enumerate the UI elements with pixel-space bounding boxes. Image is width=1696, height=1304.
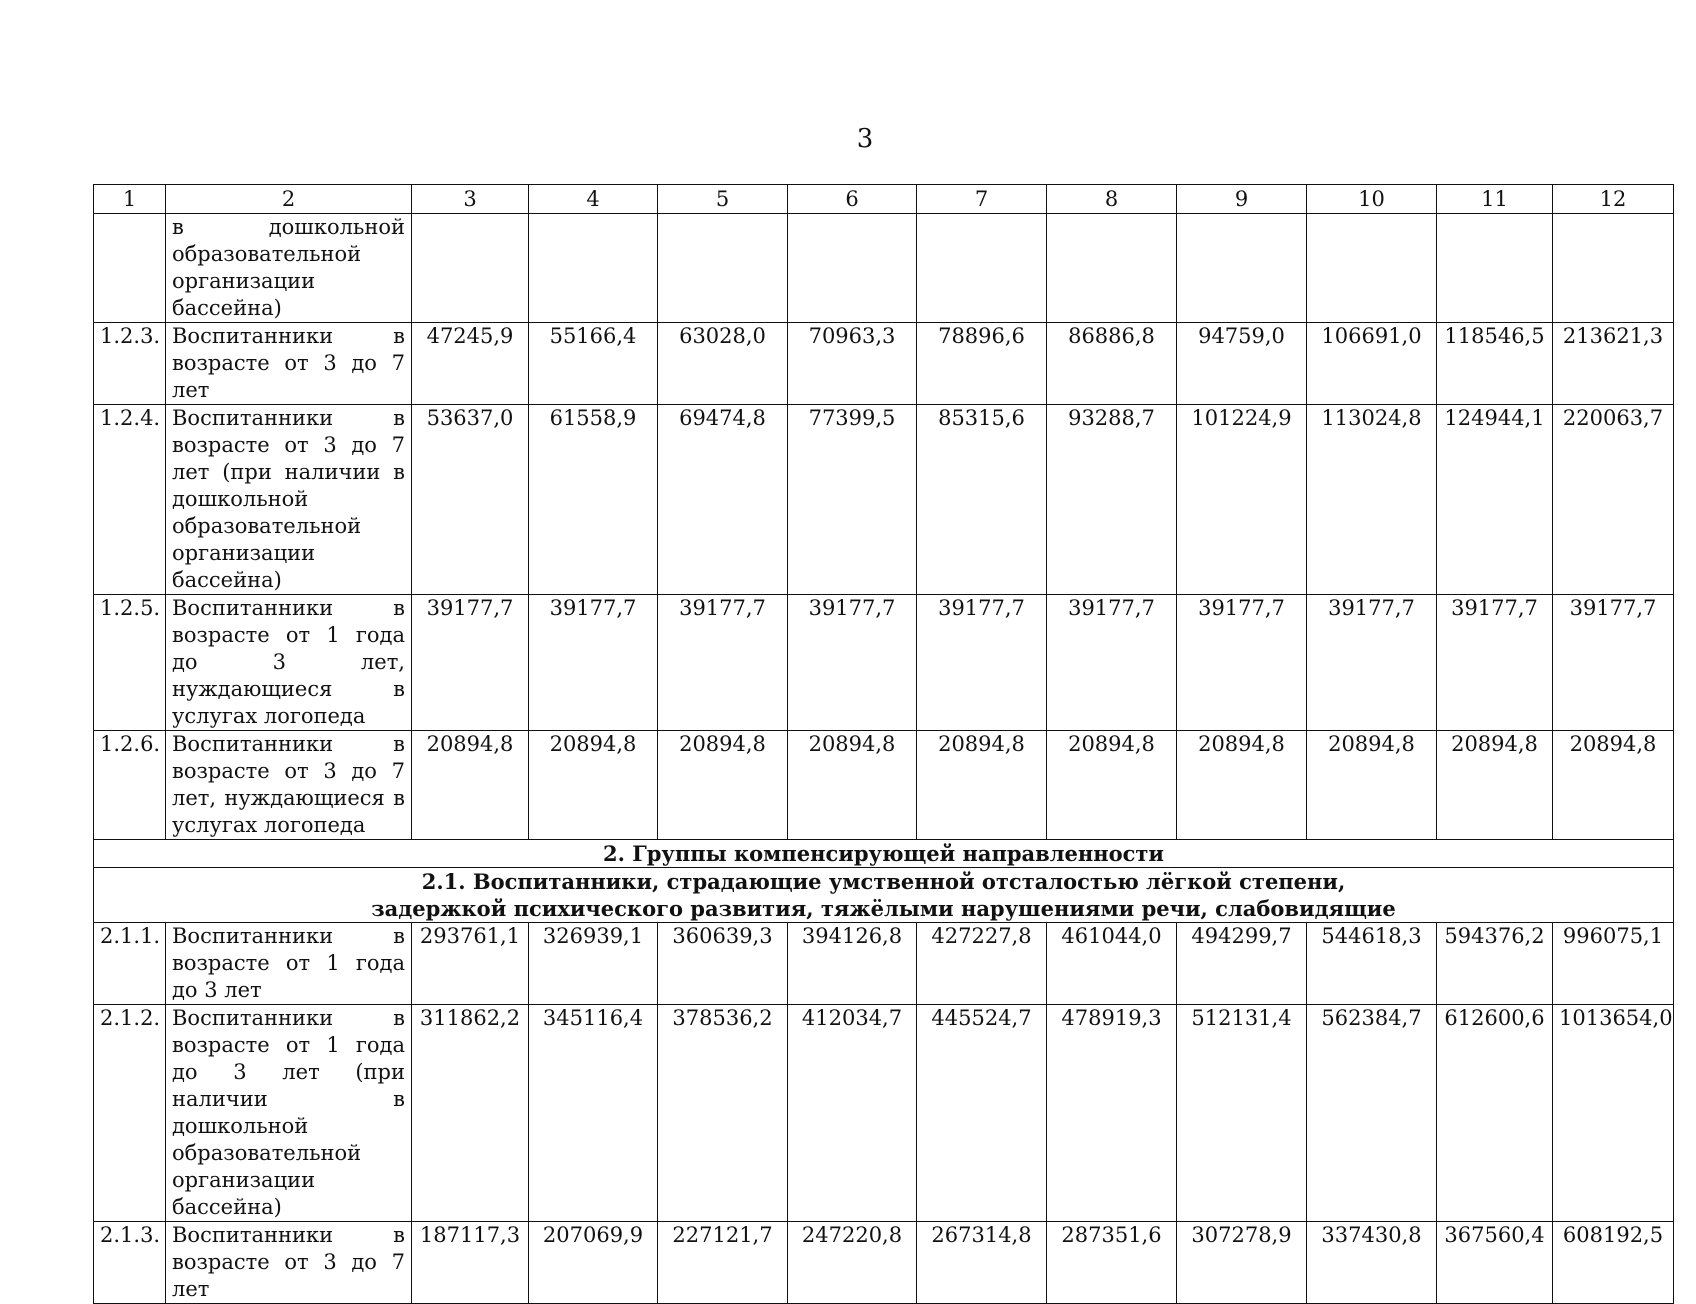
value-cell: 512131,4 [1177, 1005, 1307, 1222]
value-cell: 326939,1 [529, 923, 658, 1005]
value-cell: 39177,7 [1047, 595, 1177, 731]
value-cell: 461044,0 [1047, 923, 1177, 1005]
value-cell: 394126,8 [788, 923, 917, 1005]
table-row [94, 731, 1674, 840]
value-cell: 77399,5 [788, 405, 917, 595]
value-cell: 1013654,0 [1553, 1005, 1674, 1222]
value-cell: 412034,7 [788, 1005, 917, 1222]
value-cell: 20894,8 [1047, 731, 1177, 840]
value-cell: 78896,6 [917, 323, 1047, 405]
value-cell: 367560,4 [1437, 1222, 1553, 1304]
value-cell: 20894,8 [658, 731, 788, 840]
value-cell: 106691,0 [1307, 323, 1437, 405]
row-description: Воспитанники в возрасте от 3 до 7 лет, нуждающиеся в услугах логопеда [166, 731, 412, 840]
value-cell: 69474,8 [658, 405, 788, 595]
table-row [94, 323, 1674, 405]
value-cell: 293761,1 [412, 923, 529, 1005]
row-number: 2.1.2. [94, 1005, 166, 1222]
subsection-heading-line: задержкой психического развития, тяжёлыми нарушениями речи, слабовидящие [371, 896, 1396, 921]
continuation-row [94, 214, 1674, 323]
value-cell: 53637,0 [412, 405, 529, 595]
table-row [94, 405, 1674, 595]
value-cell: 612600,6 [1437, 1005, 1553, 1222]
row-description: Воспитанники в возрасте от 1 года до 3 лет [166, 923, 412, 1005]
column-header: 7 [917, 185, 1047, 214]
subsection-heading-line: 2.1. Воспитанники, страдающие умственной отсталостью лёгкой степени, [421, 869, 1346, 894]
value-cell: 996075,1 [1553, 923, 1674, 1005]
value-cell: 311862,2 [412, 1005, 529, 1222]
value-cell: 20894,8 [788, 731, 917, 840]
tariff-table [93, 184, 1674, 1304]
value-cell: 39177,7 [412, 595, 529, 731]
column-header: 3 [412, 185, 529, 214]
column-header: 11 [1437, 185, 1553, 214]
row-number: 1.2.5. [94, 595, 166, 731]
subsection-heading [94, 868, 1674, 923]
value-cell: 594376,2 [1437, 923, 1553, 1005]
value-cell: 124944,1 [1437, 405, 1553, 595]
header-row [94, 185, 1674, 214]
row-number: 1.2.3. [94, 323, 166, 405]
table-row [94, 1005, 1674, 1222]
value-cell: 20894,8 [1177, 731, 1307, 840]
value-cell: 85315,6 [917, 405, 1047, 595]
value-cell: 187117,3 [412, 1222, 529, 1304]
row-description: Воспитанники в возрасте от 1 года до 3 лет (при наличии в дошкольной образовательной организации бассейна) [166, 1005, 412, 1222]
value-cell: 113024,8 [1307, 405, 1437, 595]
value-cell: 478919,3 [1047, 1005, 1177, 1222]
value-cell: 307278,9 [1177, 1222, 1307, 1304]
value-cell: 227121,7 [658, 1222, 788, 1304]
section-row [94, 840, 1674, 868]
value-cell: 39177,7 [529, 595, 658, 731]
value-cell: 20894,8 [412, 731, 529, 840]
value-cell: 20894,8 [1437, 731, 1553, 840]
value-cell: 55166,4 [529, 323, 658, 405]
column-header: 5 [658, 185, 788, 214]
value-cell: 20894,8 [1553, 731, 1674, 840]
value-cell: 378536,2 [658, 1005, 788, 1222]
row-number: 2.1.1. [94, 923, 166, 1005]
value-cell: 287351,6 [1047, 1222, 1177, 1304]
column-header: 1 [94, 185, 166, 214]
value-cell: 267314,8 [917, 1222, 1047, 1304]
row-description: Воспитанники в возрасте от 3 до 7 лет [166, 1222, 412, 1304]
value-cell: 427227,8 [917, 923, 1047, 1005]
column-header: 12 [1553, 185, 1674, 214]
row-description: в дошкольной образовательной организации бассейна) [166, 214, 412, 323]
table-row [94, 1222, 1674, 1304]
value-cell: 118546,5 [1437, 323, 1553, 405]
section-heading: 2. Группы компенсирующей направленности [94, 840, 1674, 868]
column-header: 8 [1047, 185, 1177, 214]
value-cell: 39177,7 [1177, 595, 1307, 731]
value-cell: 337430,8 [1307, 1222, 1437, 1304]
page-number: 3 [856, 124, 874, 154]
value-cell: 39177,7 [1553, 595, 1674, 731]
row-description: Воспитанники в возрасте от 3 до 7 лет (при наличии в дошкольной образовательной организации бассейна) [166, 405, 412, 595]
value-cell: 562384,7 [1307, 1005, 1437, 1222]
row-number: 1.2.6. [94, 731, 166, 840]
row-description: Воспитанники в возрасте от 1 года до 3 лет, нуждающиеся в услугах логопеда [166, 595, 412, 731]
value-cell: 220063,7 [1553, 405, 1674, 595]
value-cell: 360639,3 [658, 923, 788, 1005]
value-cell: 20894,8 [1307, 731, 1437, 840]
value-cell: 544618,3 [1307, 923, 1437, 1005]
value-cell: 445524,7 [917, 1005, 1047, 1222]
value-cell: 94759,0 [1177, 323, 1307, 405]
value-cell: 39177,7 [1437, 595, 1553, 731]
rows-group-1 [94, 323, 1674, 840]
value-cell: 39177,7 [917, 595, 1047, 731]
value-cell: 247220,8 [788, 1222, 917, 1304]
row-number: 2.1.3. [94, 1222, 166, 1304]
value-cell: 61558,9 [529, 405, 658, 595]
value-cell: 608192,5 [1553, 1222, 1674, 1304]
table-row [94, 595, 1674, 731]
value-cell: 345116,4 [529, 1005, 658, 1222]
value-cell: 20894,8 [917, 731, 1047, 840]
column-header: 6 [788, 185, 917, 214]
row-number: 1.2.4. [94, 405, 166, 595]
table-row [94, 923, 1674, 1005]
value-cell: 70963,3 [788, 323, 917, 405]
value-cell: 101224,9 [1177, 405, 1307, 595]
value-cell: 213621,3 [1553, 323, 1674, 405]
value-cell: 39177,7 [1307, 595, 1437, 731]
column-header: 2 [166, 185, 412, 214]
value-cell: 207069,9 [529, 1222, 658, 1304]
row-description: Воспитанники в возрасте от 3 до 7 лет [166, 323, 412, 405]
row-number-cell [94, 214, 166, 323]
value-cell: 93288,7 [1047, 405, 1177, 595]
column-header: 9 [1177, 185, 1307, 214]
value-cell: 86886,8 [1047, 323, 1177, 405]
value-cell: 63028,0 [658, 323, 788, 405]
value-cell: 47245,9 [412, 323, 529, 405]
subsection-row [94, 868, 1674, 923]
rows-group-2 [94, 923, 1674, 1304]
value-cell: 494299,7 [1177, 923, 1307, 1005]
value-cell: 39177,7 [658, 595, 788, 731]
value-cell: 20894,8 [529, 731, 658, 840]
column-header: 10 [1307, 185, 1437, 214]
column-header: 4 [529, 185, 658, 214]
value-cell: 39177,7 [788, 595, 917, 731]
